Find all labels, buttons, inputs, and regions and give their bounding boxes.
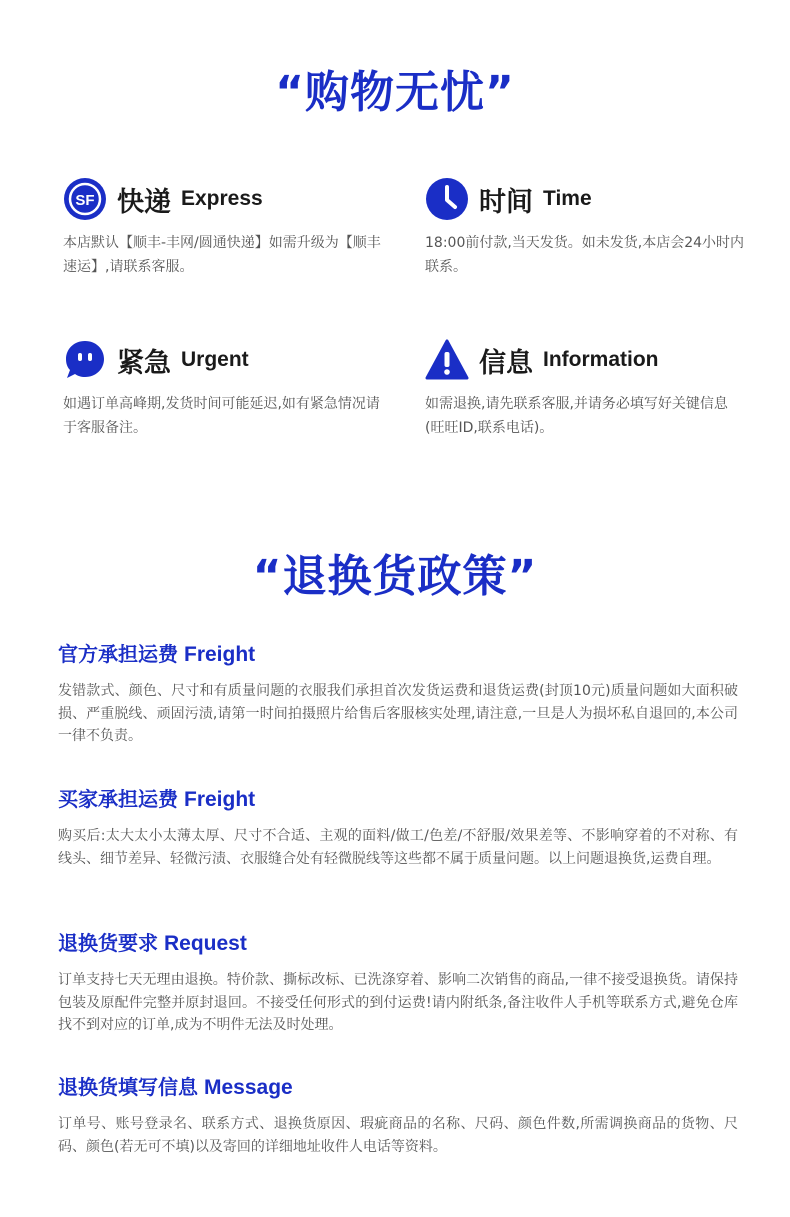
policy-official-freight	[58, 640, 738, 748]
chat-bubble-icon	[63, 338, 107, 382]
policy-official-freight-title-en: Freight	[184, 643, 256, 666]
feature-urgent	[63, 338, 383, 440]
warning-icon	[425, 338, 469, 382]
policy-buyer-freight-title: 买家承担运费	[58, 787, 178, 811]
feature-express-title: 快递	[117, 186, 171, 218]
feature-time-title-en: Time	[543, 187, 592, 210]
policy-return-message-heading	[58, 1073, 738, 1101]
feature-express-header	[63, 177, 383, 221]
clock-icon	[425, 177, 469, 221]
section-title-worry-free: “购物无忧”	[275, 67, 515, 118]
feature-information	[425, 338, 745, 440]
feature-information-desc: 如需退换,请先联系客服,并请务必填写好关键信息(旺旺ID,联系电话)。	[425, 396, 728, 436]
policy-buyer-freight	[58, 785, 738, 870]
svg-text:SF: SF	[75, 192, 95, 209]
policy-buyer-freight-title-en: Freight	[184, 788, 256, 811]
policy-return-request-title-en: Request	[164, 932, 247, 955]
policy-return-request	[58, 929, 738, 1037]
policy-official-freight-heading	[58, 640, 738, 668]
feature-information-title: 信息	[479, 347, 533, 379]
policy-official-freight-body: 发错款式、颜色、尺寸和有质量问题的衣服我们承担首次发货运费和退货运费(封顶10元)质量问题如大面积破损、严重脱线、顽固污渍,请第一时间拍摄照片给售后客服核实处理,请注意,一旦是人为损坏私自退回的,本公司一律不负责。	[58, 683, 738, 744]
feature-urgent-header	[63, 338, 383, 382]
policy-return-request-title: 退换货要求	[58, 931, 158, 955]
policy-return-message-body: 订单号、账号登录名、联系方式、退换货原因、瑕疵商品的名称、尺码、颜色件数,所需调换商品的货物、尺码、颜色(若无可不填)以及寄回的详细地址收件人电话等资料。	[58, 1116, 738, 1155]
sf-express-logo-icon	[63, 177, 107, 221]
feature-time-desc: 18:00前付款,当天发货。如未发货,本店会24小时内联系。	[425, 235, 745, 275]
policy-return-request-heading	[58, 929, 738, 957]
feature-time-header	[425, 177, 745, 221]
feature-information-header	[425, 338, 745, 382]
feature-time-title: 时间	[479, 186, 533, 218]
policy-buyer-freight-body: 购买后:太大太小太薄太厚、尺寸不合适、主观的面料/做工/色差/不舒服/效果差等、不影响穿着的不对称、有线头、细节差异、轻微污渍、衣服缝合处有轻微脱线等这些都不属于质量问题。以上问题退换货,运费自理。	[58, 828, 738, 867]
policy-return-message-title-en: Message	[204, 1076, 293, 1099]
feature-information-title-en: Information	[543, 348, 659, 371]
feature-urgent-title-en: Urgent	[181, 348, 249, 371]
policy-return-request-body: 订单支持七天无理由退换。特价款、撕标改标、已洗涤穿着、影响二次销售的商品,一律不接受退换货。请保持包装及原配件完整并原封退回。不接受任何形式的到付运费!请内附纸条,备注收件人手机等联系方式,避免仓库找不到对应的订单,成为不明件无法及时处理。	[58, 972, 738, 1033]
feature-express-desc: 本店默认【顺丰-丰网/圆通快递】如需升级为【顺丰速运】,请联系客服。	[63, 235, 381, 275]
feature-urgent-desc: 如遇订单高峰期,发货时间可能延迟,如有紧急情况请于客服备注。	[63, 396, 380, 436]
feature-express-title-en: Express	[181, 187, 263, 210]
feature-urgent-title: 紧急	[117, 347, 171, 379]
feature-express	[63, 177, 383, 279]
policy-return-message	[58, 1073, 738, 1158]
feature-time	[425, 177, 745, 279]
policy-official-freight-title: 官方承担运费	[58, 642, 178, 666]
policy-return-message-title: 退换货填写信息	[58, 1075, 198, 1099]
policy-buyer-freight-heading	[58, 785, 738, 813]
section-title-return-policy: “退换货政策”	[252, 551, 538, 602]
